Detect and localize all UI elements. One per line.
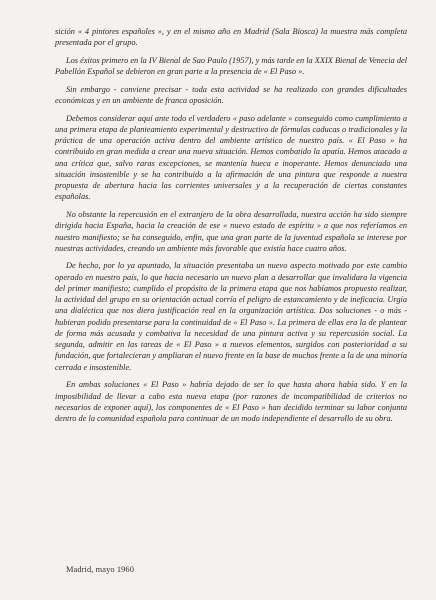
paragraph-4: Debemos considerar aquí ante todo el verdadero « paso adelante » conseguido como cumplimiento a una primera etapa de planteamiento experimental y destructivo de fórmulas caducas o tradicionales y la práctica de una operación activa dentro del ambiente artístico de nuestro país. « El Paso » ha contribuido en gran medida a crear una nueva situación. Hemos combatido la apatía. Hemos atacado a una crítica que, salvo raras excepciones, se mantenía hueca e inoperante. Hemos denunciado una situación insostenible y se ha contribuido a la afirmación de una pintura que responde a nuestra propuesta de abertura hacia las corrientes universales y a la recuperación de ciertas constantes españolas. [55,113,407,202]
paragraph-1: sición « 4 pintores españoles », y en el mismo año en Madrid (Sala Biosca) la muestra más completa presentada por el grupo. [55,27,407,48]
paragraph-6: De hecho, por lo ya apuntado, la situación presentaba un nuevo aspecto motivado por este cambio operado en nuestro país, lo que hacia necesario un nuevo plan a desarrollar que invalidara la vigencia del primer manifiesto; cumplido el propósito de la primera etapa que nos habíamos propuesto realizar, la actividad del grupo en su orientación actual corría el peligro de estancamiento y de ineficacia. Urgía una dialéctica que nos diera justificación real en la organización artística. Dos soluciones - o más - hubieran podido presentarse para la continuidad de « El Paso ». La primera de ellas era la de plantear de forma más acusada y combativa la necesidad de una pintura activa y su repercusión social. La segunda, admitir en las tareas de « El Paso » a nuevos elementos, surgidos con posterioridad a su fundación, que fortalecieran y ampliaran el nuevo frente en la base de muchos frente a la de una minoría cerrada e insostenible. [55,261,407,372]
paragraph-5: No obstante la repercusión en el extranjero de la obra desarrollada, nuestra acción ha sido siempre dirigida hacia España, hacia la creación de ese « nuevo estado de espíritu » a que nos referíamos en nuestro manifiesto; se ha conseguido, enfin, que una gran parte de la juventud española se interese por nuestras actividades, creando un ambiente más favorable que existía hace cuatro años. [55,210,407,253]
body-text [55,26,407,431]
signature-date: Madrid, mayo 1960 [66,565,134,574]
paragraph-7: En ambas soluciones « El Paso » habría dejado de ser lo que hasta ahora había sido. Y en la imposibilidad de llevar a cabo esta nueva etapa (por razones de incompatibilidad de criterios no necesarios de exponer aquí), los componentes de « El Paso » han decidido terminar su labor conjunta dentro de la comunidad española para continuar de un modo independiente el desarrollo de su obra. [55,380,407,424]
paragraph-3: Sin embargo - conviene precisar - toda esta actividad se ha realizado con grandes dificultades económicas y en un ambiente de franca oposición. [55,84,407,106]
paragraph-2: Los éxitos primero en la IV Bienal de Sao Paulo (1957), y más tarde en la XXIX Bienal de Venecia del Pabellón Español se debieron en gran parte a la presencia de « El Paso ». [55,55,408,77]
